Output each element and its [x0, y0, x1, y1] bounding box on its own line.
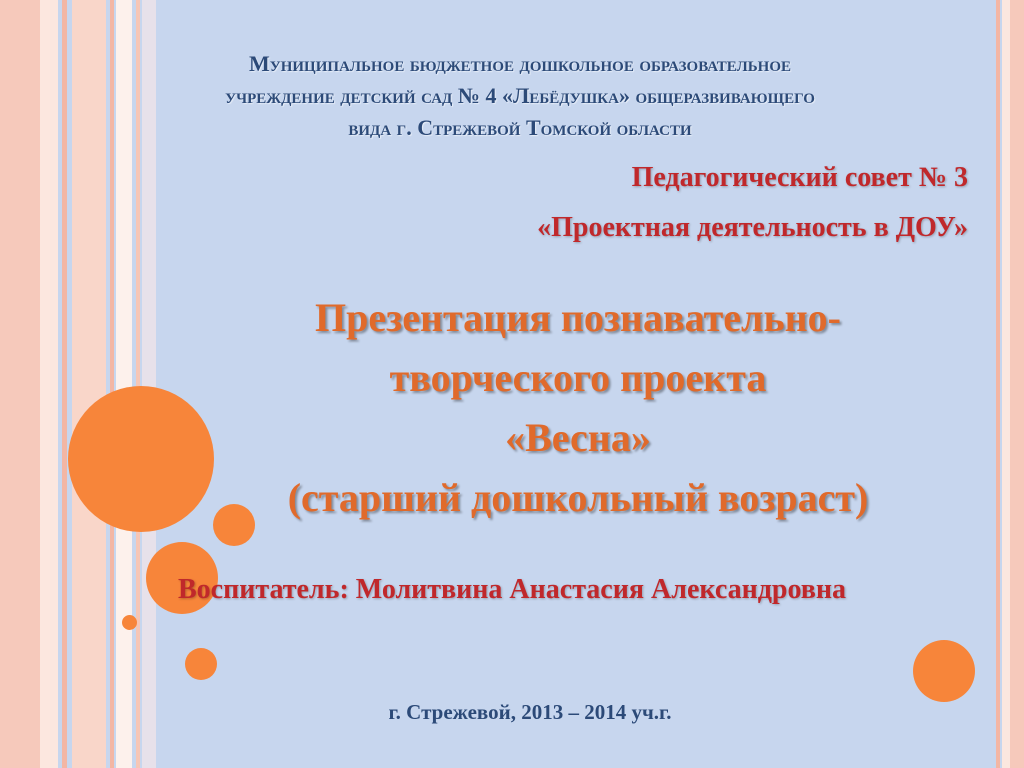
right-stripe-light [1002, 0, 1010, 768]
council-title: Педагогический совет № 3 [631, 162, 968, 193]
header-line: учреждение детский сад № 4 «Лебёдушка» общеразвивающего [225, 83, 815, 108]
footer-location-year: г. Стрежевой, 2013 – 2014 уч.г. [388, 700, 672, 724]
presentation-title [200, 288, 956, 528]
large-circle-decoration [68, 386, 214, 532]
circle-decoration-right [913, 640, 975, 702]
right-stripe-pink [1010, 0, 1024, 768]
small-circle-decoration [185, 648, 217, 680]
presentation-line: (старший дошкольный возраст) [287, 475, 869, 520]
council-subtitle: «Проектная деятельность в ДОУ» [537, 212, 968, 243]
left-stripe-thin [62, 0, 67, 768]
header-line: Муниципальное бюджетное дошкольное образовательное [248, 51, 792, 76]
presentation-line: творческого проекта [389, 355, 767, 400]
left-stripe-pink [0, 0, 40, 768]
left-stripe-light [40, 0, 58, 768]
teacher-name: Воспитатель: Молитвина Анастасия Александровна [178, 574, 847, 605]
institution-header [90, 48, 950, 144]
presentation-line: «Весна» [505, 415, 651, 460]
presentation-line: Презентация познавательно- [315, 295, 841, 340]
right-stripe-thin [996, 0, 1000, 768]
tiny-circle-decoration [122, 615, 137, 630]
header-line: вида г. Стрежевой Томской области [348, 115, 692, 140]
